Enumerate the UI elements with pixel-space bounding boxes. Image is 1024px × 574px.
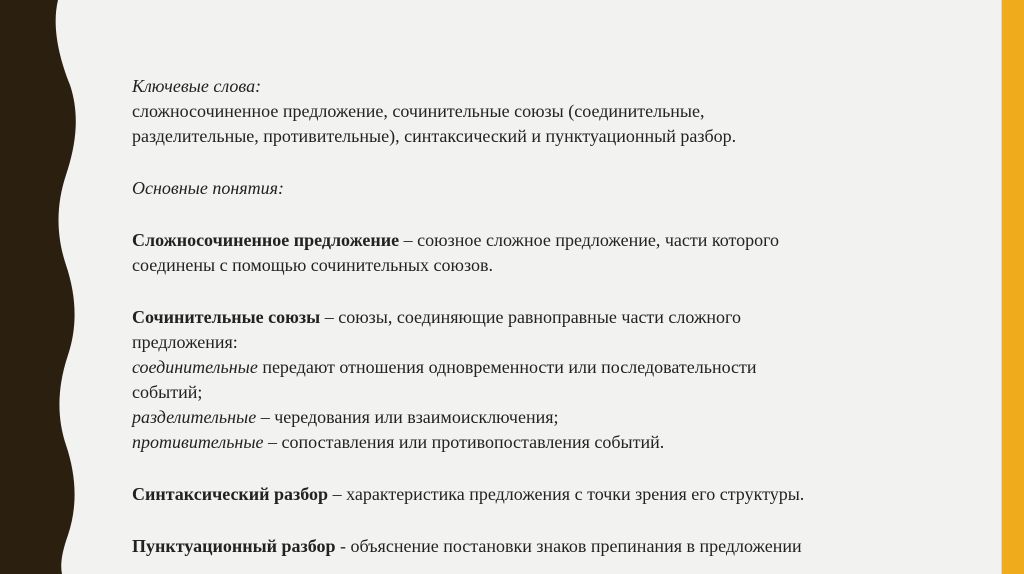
adversative-line xyxy=(132,430,982,455)
connective-line xyxy=(132,355,982,380)
definition-text: – союзное сложное предложение, части которого xyxy=(399,230,780,250)
decorative-right-band xyxy=(1002,0,1024,574)
term: Сочинительные союзы xyxy=(132,307,321,327)
definition-text: – союзы, соединяющие равноправные части сложного xyxy=(320,307,741,327)
subterm: разделительные xyxy=(132,407,257,427)
concepts-heading: Основные понятия: xyxy=(132,178,284,198)
slide-content xyxy=(132,74,982,559)
wavy-edge-shape xyxy=(0,0,76,574)
keywords-line: сложносочиненное предложение, сочинительные союзы (соединительные, xyxy=(132,101,705,121)
subterm-text: передают отношения одновременности или последовательности xyxy=(257,357,757,377)
definition-text: предложения: xyxy=(132,332,238,352)
disjunctive-line xyxy=(132,405,982,430)
definition-compound-sentence xyxy=(132,228,982,253)
subterm-text: – чередования или взаимоисключения; xyxy=(256,407,559,427)
term: Пунктуационный разбор xyxy=(132,536,336,556)
keywords-line: разделительные, противительные), синтаксический и пунктуационный разбор. xyxy=(132,126,737,146)
term: Синтаксический разбор xyxy=(132,484,329,504)
decorative-left-band xyxy=(0,0,80,574)
keywords-heading: Ключевые слова: xyxy=(132,76,262,96)
subterm-text: событий; xyxy=(132,382,203,402)
subterm: соединительные xyxy=(132,357,258,377)
subterm-text: – сопоставления или противопоставления событий. xyxy=(263,432,665,452)
definition-text: – характеристика предложения с точки зрения его структуры. xyxy=(328,484,805,504)
term: Сложносочиненное предложение xyxy=(132,230,400,250)
definition-coordinating-conjunctions xyxy=(132,305,982,330)
definition-punctuation-analysis xyxy=(132,534,982,559)
definition-text: соединены с помощью сочинительных союзов. xyxy=(132,255,493,275)
definition-syntactic-analysis xyxy=(132,482,982,507)
subterm: противительные xyxy=(132,432,264,452)
definition-text: - объяснение постановки знаков препинания в предложении xyxy=(335,536,802,556)
